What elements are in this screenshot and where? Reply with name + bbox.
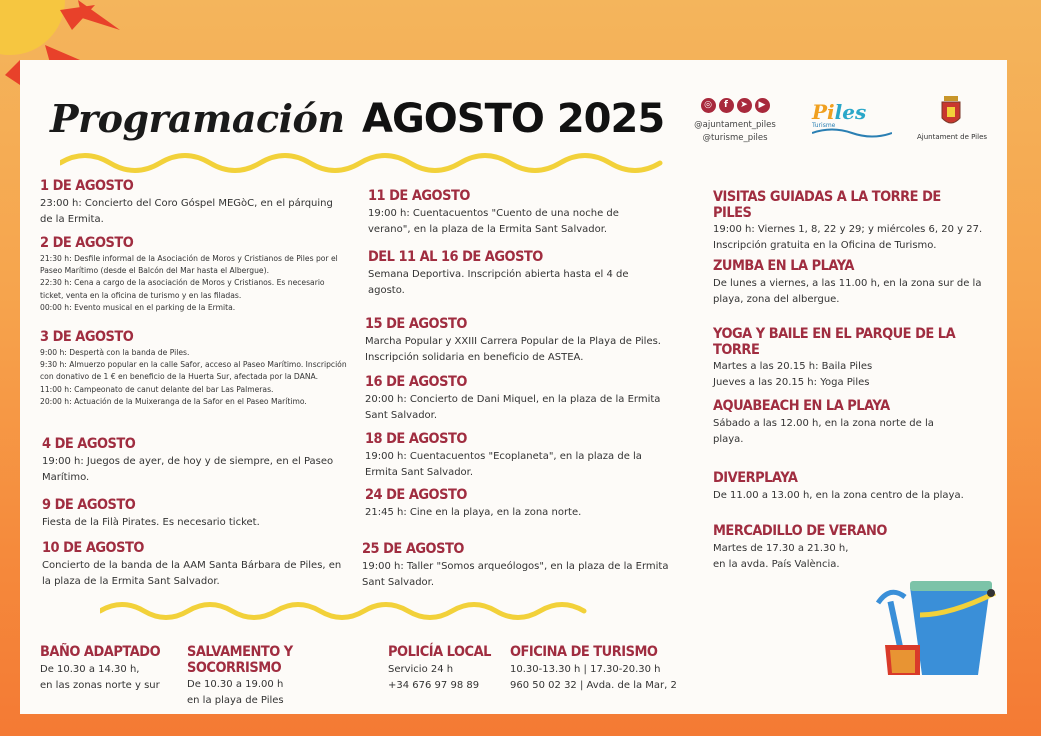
info-line: Servicio 24 h (388, 664, 454, 675)
info-salvamento (187, 644, 377, 708)
event-3-agosto (40, 329, 350, 408)
activity-text: De 11.00 a 13.00 h, en la zona centro de la playa. (713, 490, 964, 501)
event-text: 23:00 h: Concierto del Coro Góspel MEGòC, en el párquing de la Ermita. (40, 198, 333, 225)
event-line: 9:30 h: Almuerzo popular en la calle Safor, acceso al Paseo Marítimo. Inscripción con donativo de 1 € en beneficio de la Huerta Sur, afectada por la DANA. (40, 360, 347, 382)
info-line: +34 676 97 98 89 (388, 679, 480, 691)
beach-bucket-illustration (870, 575, 1000, 687)
event-2-agosto (40, 235, 350, 314)
event-date: 1 DE AGOSTO (40, 178, 134, 195)
bottom-wave-decoration (100, 598, 590, 624)
event-date: 9 DE AGOSTO (42, 497, 136, 514)
title-wave-decoration (60, 148, 665, 178)
event-date: 4 DE AGOSTO (42, 436, 136, 453)
event-date: 15 DE AGOSTO (365, 316, 467, 333)
event-line: 9:00 h: Despertà con la banda de Piles. (40, 348, 190, 357)
event-text: 19:00 h: Juegos de ayer, de hoy y de siempre, en el Paseo Marítimo. (42, 456, 334, 483)
event-16-agosto (365, 374, 685, 423)
crest-icon (940, 96, 962, 128)
event-10-agosto (42, 540, 352, 589)
event-line: 20:00 h: Actuación de la Muixeranga de la Safor en el Paseo Marítimo. (40, 396, 307, 406)
info-line: De 10.30 a 14.30 h, (40, 664, 140, 675)
info-title: SALVAMENTO Y SOCORRISMO (187, 644, 293, 677)
visitas-guiadas (713, 189, 983, 253)
activity-title: ZUMBA EN LA PLAYA (713, 258, 854, 275)
event-11-agosto (368, 188, 648, 237)
event-9-agosto (42, 497, 342, 531)
event-line: 00:00 h: Evento musical en el parking de la Ermita. (40, 302, 236, 312)
info-line: en las zonas norte y sur (40, 679, 160, 691)
info-title: OFICINA DE TURISMO (510, 644, 658, 661)
activity-line: Martes a las 20.15 h: Baila Piles (713, 361, 873, 372)
event-date: 11 DE AGOSTO (368, 188, 470, 205)
event-text: 20:00 h: Concierto de Dani Miquel, en la plaza de la Ermita Sant Salvador. (365, 394, 661, 421)
yoga-baile (713, 326, 993, 390)
activity-title: MERCADILLO DE VERANO (713, 523, 887, 540)
info-line: en la playa de Piles (187, 694, 284, 706)
handle-turisme[interactable]: @turisme_piles (702, 133, 768, 143)
event-11-16-agosto (368, 249, 658, 298)
title-bold: AGOSTO 2025 (362, 96, 665, 142)
info-title: BAÑO ADAPTADO (40, 644, 161, 661)
event-date: 3 DE AGOSTO (40, 329, 134, 346)
event-text: Semana Deportiva. Inscripción abierta hasta el 4 de agosto. (368, 269, 629, 296)
activity-title: AQUABEACH EN LA PLAYA (713, 398, 890, 415)
event-text: 19:00 h: Cuentacuentos "Ecoplaneta", en la plaza de la Ermita Sant Salvador. (365, 451, 642, 478)
aquabeach (713, 398, 963, 447)
event-18-agosto (365, 431, 675, 480)
activity-line: Jueves a las 20.15 h: Yoga Piles (713, 376, 870, 388)
crest-label: Ajuntament de Piles (916, 133, 988, 141)
handle-ajuntament[interactable]: @ajuntament_piles (694, 120, 776, 130)
activity-text: Sábado a las 12.00 h, en la zona norte de la playa. (713, 418, 934, 445)
info-policia-local (388, 644, 508, 693)
event-date: 24 DE AGOSTO (365, 487, 467, 504)
event-25-agosto (362, 541, 692, 590)
zumba-playa (713, 258, 985, 307)
event-text: Concierto de la banda de la AAM Santa Bárbara de Piles, en la plaza de la Ermita Sant Salvador. (42, 560, 342, 587)
event-date: DEL 11 AL 16 DE AGOSTO (368, 249, 543, 266)
event-text: Fiesta de la Filà Pirates. Es necesario ticket. (42, 517, 260, 528)
event-text: Marcha Popular y XXIII Carrera Popular de la Playa de Piles. Inscripción solidaria en beneficio de ASTEA. (365, 336, 661, 363)
info-line: 10.30-13.30 h | 17.30-20.30 h (510, 664, 661, 675)
social-block (690, 98, 780, 145)
activity-text: De lunes a viernes, a las 11.00 h, en la zona sur de la playa, zona del albergue. (713, 278, 982, 305)
activity-title: YOGA Y BAILE EN EL PARQUE DE LA TORRE (713, 326, 956, 359)
facebook-icon[interactable]: f (719, 98, 734, 113)
activity-title: VISITAS GUIADAS A LA TORRE DE PILES (713, 189, 941, 222)
event-line: 11:00 h: Campeonato de canut delante del bar Las Palmeras. (40, 384, 274, 394)
diverplaya (713, 470, 993, 504)
event-date: 16 DE AGOSTO (365, 374, 467, 391)
event-text: 19:00 h: Taller "Somos arqueólogos", en la plaza de la Ermita Sant Salvador. (362, 561, 669, 588)
event-4-agosto (42, 436, 354, 485)
turisme-piles-logo: Piles Turisme (812, 100, 892, 140)
event-24-agosto (365, 487, 665, 521)
youtube-icon[interactable]: ▶ (755, 98, 770, 113)
event-15-agosto (365, 316, 685, 365)
info-bano-adaptado (40, 644, 180, 693)
title-script: Programación (50, 96, 345, 141)
event-line: 22:30 h: Cena a cargo de la asociación de Moros y Cristianos. Es necesario ticket, venta en la oficina de turismo y en las filadas. (40, 278, 325, 300)
info-oficina-turismo (510, 644, 710, 693)
activity-line: en la avda. País València. (713, 558, 840, 570)
event-text: 21:45 h: Cine en la playa, en la zona norte. (365, 507, 582, 518)
event-text: 19:00 h: Cuentacuentos "Cuento de una noche de verano", en la plaza de la Ermita Sant Salvador. (368, 208, 619, 235)
telegram-icon[interactable]: ➤ (737, 98, 752, 113)
event-date: 2 DE AGOSTO (40, 235, 134, 252)
activity-text: 19:00 h: Viernes 1, 8, 22 y 29; y miércoles 6, 20 y 27. Inscripción gratuita en la Oficina de Turismo. (713, 224, 983, 251)
event-date: 18 DE AGOSTO (365, 431, 467, 448)
info-line: 960 50 02 32 | Avda. de la Mar, 2 (510, 679, 677, 691)
info-line: De 10.30 a 19.00 h (187, 679, 284, 690)
activity-line: Martes de 17.30 a 21.30 h, (713, 543, 849, 554)
mercadillo (713, 523, 963, 572)
activity-title: DIVERPLAYA (713, 470, 798, 487)
instagram-icon[interactable]: ◎ (701, 98, 716, 113)
event-line: 21:30 h: Desfile informal de la Asociación de Moros y Cristianos de Piles por el Paseo Marítimo (desde el Balcón del Mar hasta el Albergue). (40, 254, 338, 276)
event-1-agosto (40, 178, 340, 227)
event-date: 10 DE AGOSTO (42, 540, 144, 557)
event-date: 25 DE AGOSTO (362, 541, 464, 558)
info-title: POLICÍA LOCAL (388, 644, 491, 661)
